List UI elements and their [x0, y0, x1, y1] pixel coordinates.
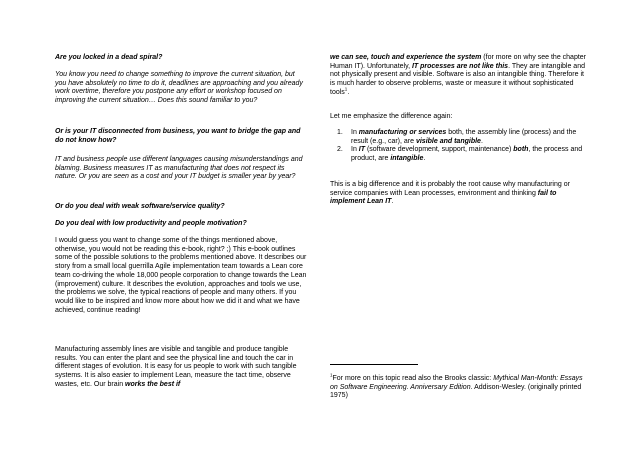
list-text: , the process and product, are: [351, 146, 583, 162]
manufacturing-text: Manufacturing assembly lines are visible and tangible and produce tangible results. You can enter the plant and see the physical line and touch the car in different stages of evolution. It is easy for us people to work with such tangible systems. It is also easier to implement Lean, measure the tact time, observe wastes, etc. Our brain: [55, 346, 297, 388]
fail-lean-it-emphasis: fail to implement Lean IT: [330, 189, 557, 206]
footnote-reference: 1: [344, 86, 348, 92]
list-text: .: [480, 137, 483, 145]
footnote-book-title: Mythical Man-Month: Essays on Software Engineering. Anniversary Edition: [330, 375, 583, 391]
paragraph-languages: IT and business people use different languages causing misunderstandings and blaming. Business measures IT as manufacturing that does not respect its nature. Or you are seen as a cost and your IT budget is smaller year by year?: [55, 156, 303, 181]
see-touch-emphasis: we can see, touch and experience the system: [330, 54, 482, 61]
list-emphasis: both: [513, 146, 529, 153]
paragraph-emphasize: Let me emphasize the difference again:: [330, 113, 453, 120]
period: .: [347, 88, 350, 96]
human-it-text: (for more on why see the chapter Human IT). Unfortunately,: [330, 54, 587, 70]
list-item-text: [351, 146, 588, 163]
list-text: In: [351, 129, 359, 136]
list-text: (software development, support, maintenance): [365, 146, 514, 153]
question-it-disconnected: Or is your IT disconnected from business, you want to bridge the gap and do not know how?: [55, 128, 301, 144]
paragraph-ebook-intro: I would guess you want to change some of the things mentioned above, otherwise, you would not be reading this e-book, right? ;) This e-book outlines some of the possible solutions to the problems mentioned above. It describes our story from a small local guerrilla Agile implementation team towards a Lean core team co-driving the whole 18,000 people corporation to change towards the Lean (improvement) culture. It describes the evolution, approaches and tools we use, the problems we solve, the typical reactions of people and many others. If you would like to be inspired and know more about how we did it and what we have achieved, continue reading!: [55, 237, 307, 314]
list-item-text: [351, 129, 588, 146]
list-text: both, the assembly line (process) and the result (e.g., car), are: [351, 129, 577, 145]
question-low-productivity: Do you deal with low productivity and people motivation?: [55, 220, 247, 227]
footnote-number: 1: [330, 372, 333, 378]
question-weak-quality: Or do you deal with weak software/service quality?: [55, 203, 225, 210]
paragraph-no-time: You know you need to change something to improve the current situation, but you have absolutely no time to do it, deadlines are approaching and you already work overtime, therefore you postpone any effort or workshop focused on improving the current situation… Does this sound familiar to you?: [55, 71, 303, 105]
list-emphasis: manufacturing or services: [358, 129, 447, 136]
footnote-divider: [330, 364, 418, 365]
list-item-number: 1.: [337, 129, 343, 136]
paragraph-root-cause: [330, 181, 588, 207]
footnote-text: For more on this topic read also the Brooks classic:: [332, 375, 494, 382]
list-text: In: [351, 146, 359, 153]
list-item-number: 2.: [337, 146, 343, 153]
list-emphasis: intangible: [390, 154, 424, 162]
list-emphasis: IT: [358, 146, 366, 153]
period: .: [391, 198, 394, 206]
brain-works-emphasis: works the best if: [125, 380, 181, 388]
paragraph-see-touch: [330, 54, 588, 98]
footnote: [330, 372, 588, 401]
paragraph-manufacturing: [55, 346, 307, 390]
list-emphasis: visible and tangible: [415, 137, 481, 145]
footnote-publisher: . Addison-Wesley. (originally printed 1975): [330, 383, 582, 400]
question-dead-spiral: Are you locked in a dead spiral?: [55, 54, 163, 61]
list-text: .: [423, 154, 426, 162]
root-cause-text: This is a big difference and it is probably the root cause why manufacturing or service companies with Lean processes, environment and thinking: [330, 181, 570, 197]
intangible-text: . They are intangible and not physically present and visible. Software is also an intangible thing. Therefore it is much harder to observe problems, waste or measure it without sophisticated tools: [330, 62, 585, 96]
it-processes-emphasis: IT processes are not like this: [411, 62, 509, 70]
